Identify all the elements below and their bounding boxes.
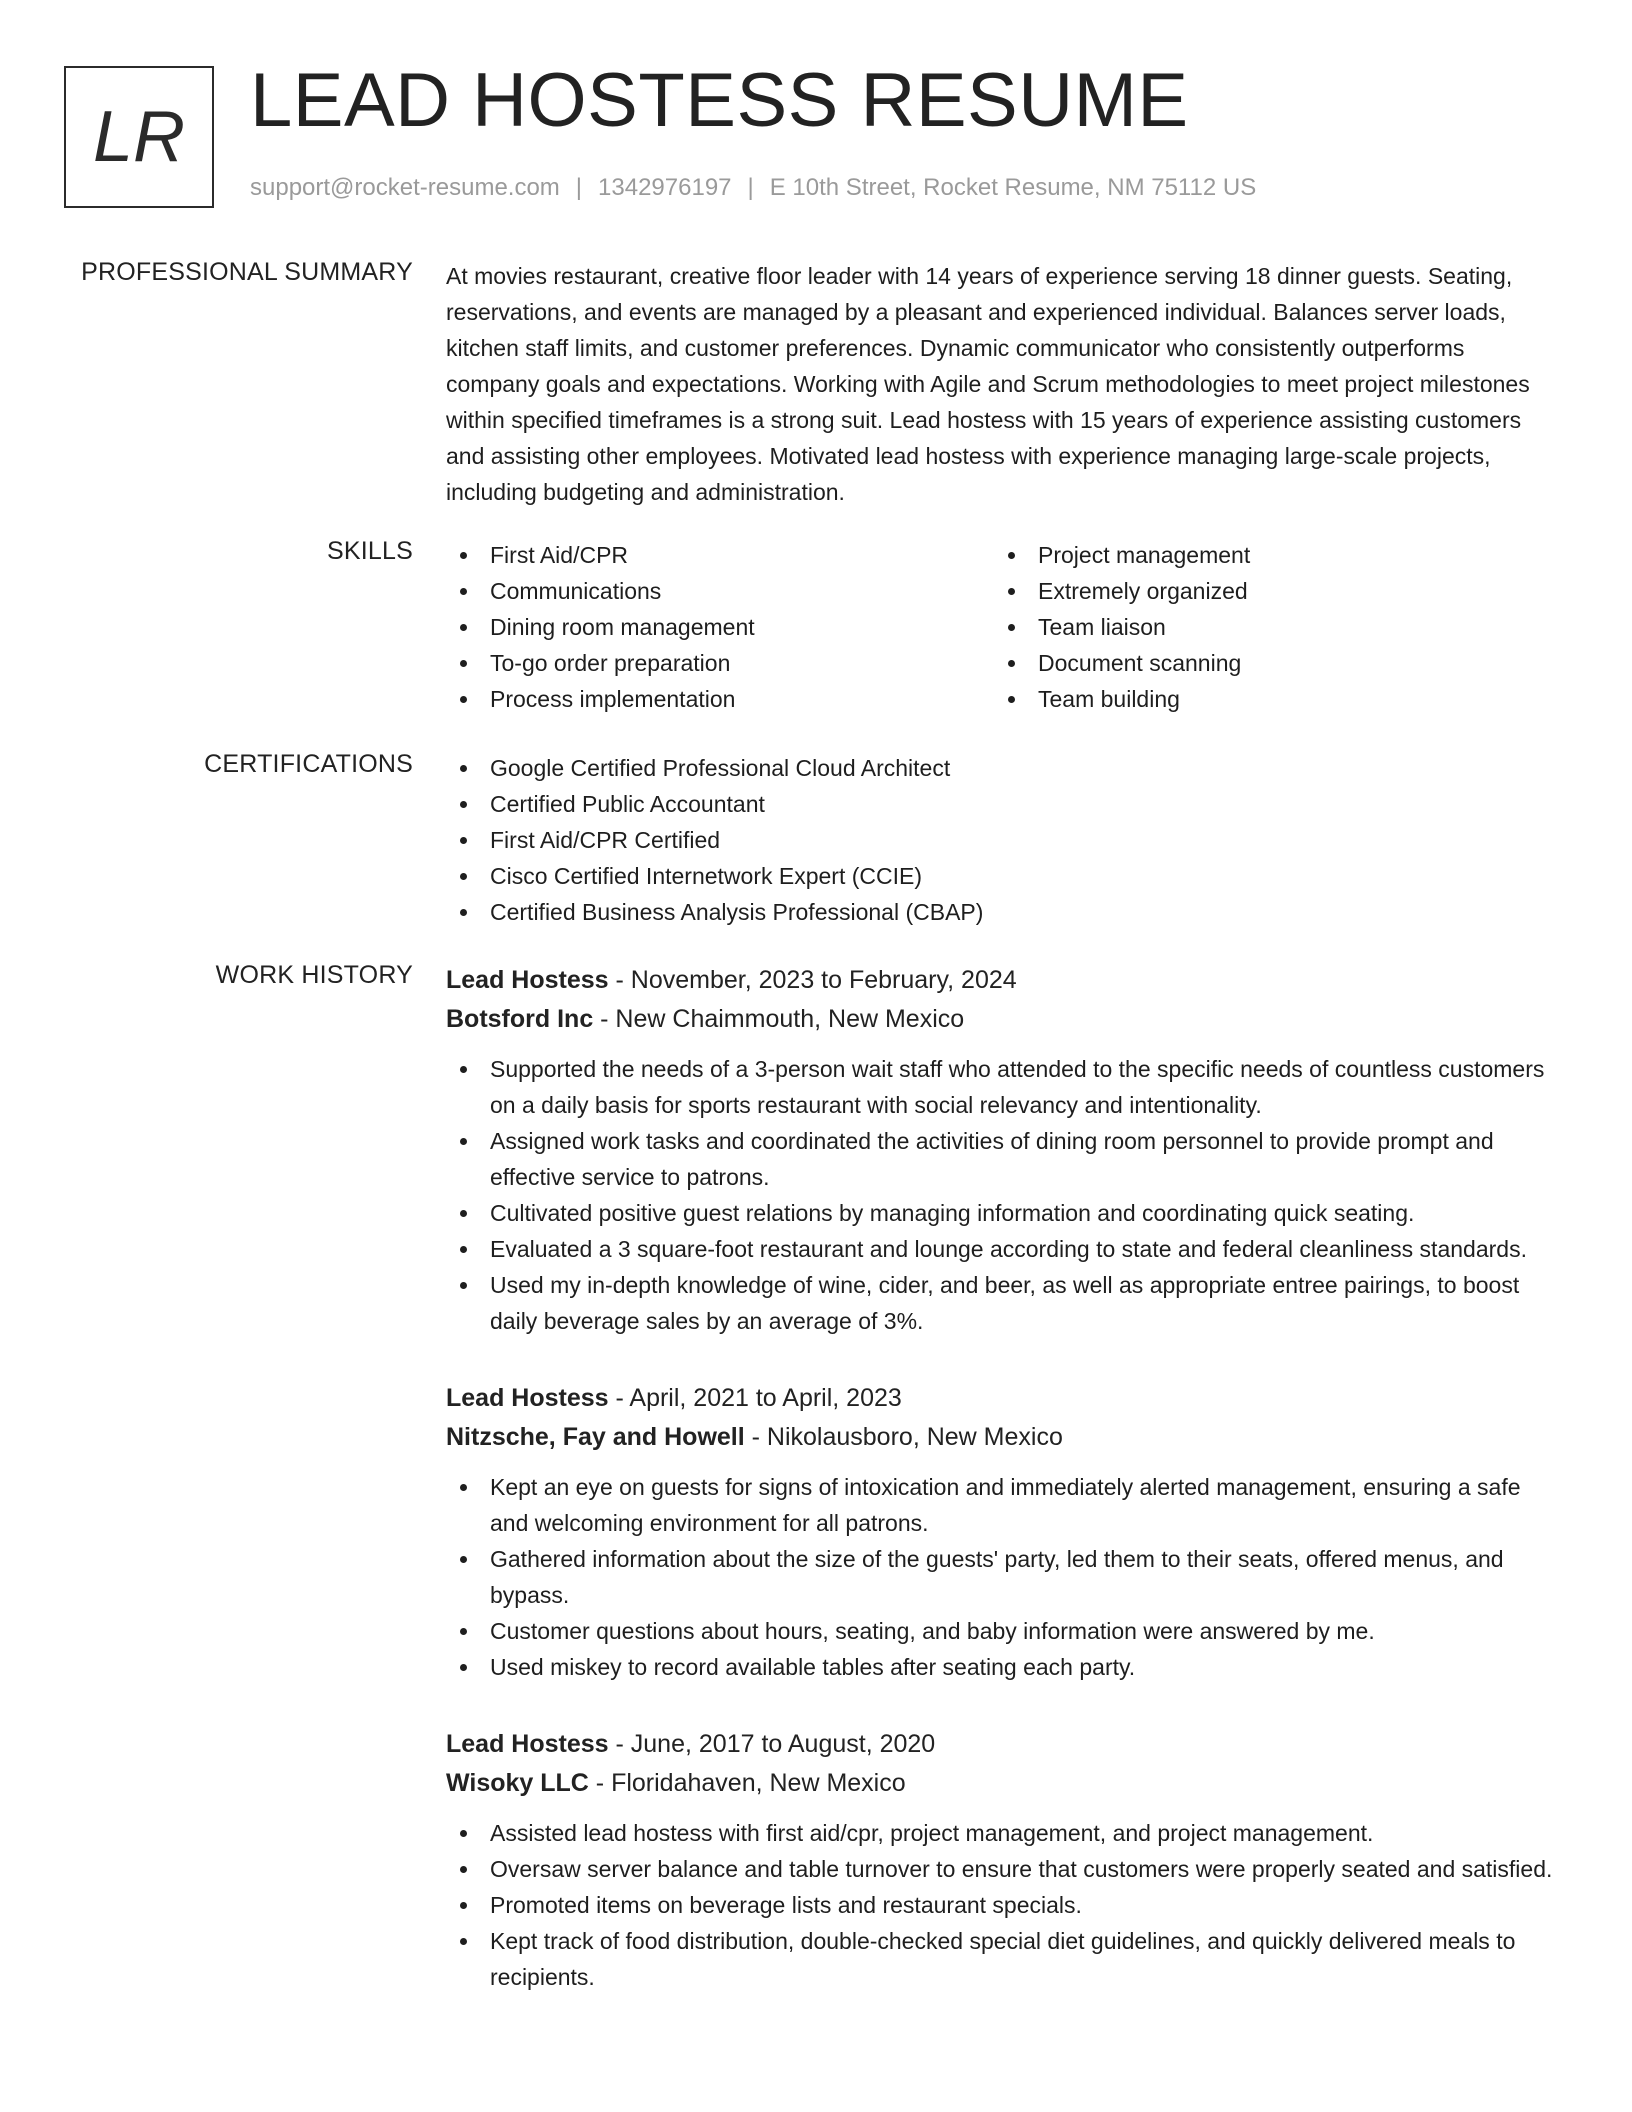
job-bullet: Gathered information about the size of the guests' party, led them to their seats, offered menus, and bypass. xyxy=(446,1541,1556,1613)
job-title-line xyxy=(446,961,1556,1000)
job-company: Botsford Inc xyxy=(446,1005,594,1033)
job-company-line xyxy=(446,1418,1556,1457)
section-heading: PROFESSIONAL SUMMARY xyxy=(81,258,413,286)
job-company: Wisoky LLC xyxy=(446,1769,589,1797)
job-company-line xyxy=(446,1000,1556,1039)
job-location: - Nikolausboro, New Mexico xyxy=(744,1423,1063,1451)
job-title-line xyxy=(446,1725,1556,1764)
job-bullet: Cultivated positive guest relations by managing information and coordinating quick seating. xyxy=(446,1195,1556,1231)
section-heading: WORK HISTORY xyxy=(215,961,413,989)
monogram-logo: LR xyxy=(64,66,214,208)
job-bullet: Supported the needs of a 3-person wait staff who attended to the specific needs of countless customers on a daily basis for sports restaurant with social relevancy and intentionality. xyxy=(446,1051,1556,1123)
job-bullet: Oversaw server balance and table turnover to ensure that customers were properly seated and satisfied. xyxy=(446,1851,1556,1887)
job-location: - New Chaimmouth, New Mexico xyxy=(593,1005,965,1033)
job-bullets xyxy=(446,1469,1556,1685)
certifications-list xyxy=(446,750,1556,930)
resume-title: LEAD HOSTESS RESUME xyxy=(250,58,1189,143)
contact-address: E 10th Street, Rocket Resume, NM 75112 US xyxy=(769,174,1257,201)
skill-item: Document scanning xyxy=(994,645,1542,681)
skill-item: Project management xyxy=(994,537,1542,573)
skill-item: Team liaison xyxy=(994,609,1542,645)
job-title-line xyxy=(446,1379,1556,1418)
contact-separator: | xyxy=(575,174,583,201)
certification-item: Cisco Certified Internetwork Expert (CCIE) xyxy=(446,858,1556,894)
job-title: Lead Hostess xyxy=(446,966,609,994)
job-bullet: Assigned work tasks and coordinated the activities of dining room personnel to provide prompt and effective service to patrons. xyxy=(446,1123,1556,1195)
section-heading: CERTIFICATIONS xyxy=(204,750,413,778)
job-dates: - November, 2023 to February, 2024 xyxy=(608,966,1017,994)
certification-item: Google Certified Professional Cloud Architect xyxy=(446,750,1556,786)
job-bullet: Promoted items on beverage lists and restaurant specials. xyxy=(446,1887,1556,1923)
section-heading: SKILLS xyxy=(327,537,413,565)
skills-list-left xyxy=(446,537,994,717)
contact-phone: 1342976197 xyxy=(598,174,732,201)
job-bullet: Kept an eye on guests for signs of intoxication and immediately alerted management, ensuring a safe and welcoming environment for all patrons. xyxy=(446,1469,1556,1541)
job-bullet: Used miskey to record available tables after seating each party. xyxy=(446,1649,1556,1685)
certification-item: First Aid/CPR Certified xyxy=(446,822,1556,858)
job-title: Lead Hostess xyxy=(446,1730,609,1758)
skill-item: Communications xyxy=(446,573,994,609)
job-entry xyxy=(446,1379,1556,1685)
contact-line xyxy=(250,174,1256,202)
contact-email: support@rocket-resume.com xyxy=(250,174,560,201)
job-bullets xyxy=(446,1815,1556,1995)
job-company: Nitzsche, Fay and Howell xyxy=(446,1423,745,1451)
job-bullet: Used my in-depth knowledge of wine, cider, and beer, as well as appropriate entree pairings, to boost daily beverage sales by an average of 3%. xyxy=(446,1267,1556,1339)
job-bullet: Assisted lead hostess with first aid/cpr, project management, and project management. xyxy=(446,1815,1556,1851)
skill-item: Dining room management xyxy=(446,609,994,645)
skill-item: To-go order preparation xyxy=(446,645,994,681)
skill-item: First Aid/CPR xyxy=(446,537,994,573)
job-dates: - June, 2017 to August, 2020 xyxy=(608,1730,936,1758)
job-bullet: Kept track of food distribution, double-checked special diet guidelines, and quickly delivered meals to recipients. xyxy=(446,1923,1556,1995)
contact-separator: | xyxy=(747,174,754,201)
skill-item: Process implementation xyxy=(446,681,994,717)
skill-item: Team building xyxy=(994,681,1542,717)
skill-item: Extremely organized xyxy=(994,573,1542,609)
certification-item: Certified Business Analysis Professional (CBAP) xyxy=(446,894,1556,930)
job-location: - Floridahaven, New Mexico xyxy=(588,1769,906,1797)
job-bullet: Evaluated a 3 square-foot restaurant and lounge according to state and federal cleanliness standards. xyxy=(446,1231,1556,1267)
certification-item: Certified Public Accountant xyxy=(446,786,1556,822)
skills-list-right xyxy=(994,537,1542,717)
job-company-line xyxy=(446,1764,1556,1803)
job-bullet: Customer questions about hours, seating, and baby information were answered by me. xyxy=(446,1613,1556,1649)
job-title: Lead Hostess xyxy=(446,1384,609,1412)
job-entry xyxy=(446,1725,1556,1995)
job-bullets xyxy=(446,1051,1556,1339)
job-dates: - April, 2021 to April, 2023 xyxy=(608,1384,902,1412)
job-entry xyxy=(446,961,1556,1339)
summary-text: At movies restaurant, creative floor leader with 14 years of experience serving 18 dinner guests. Seating, reservations, and events are managed by a pleasant and experienced individual. Balances server loads, kitchen staff limits, and customer preferences. Dynamic communicator who consistently outperforms company goals and expectations. Working with Agile and Scrum methodologies to meet project milestones within specified timeframes is a strong suit. Lead hostess with 15 years of experience assisting customers and assisting other employees. Motivated lead hostess with experience managing large-scale projects, including budgeting and administration. xyxy=(446,263,1530,505)
